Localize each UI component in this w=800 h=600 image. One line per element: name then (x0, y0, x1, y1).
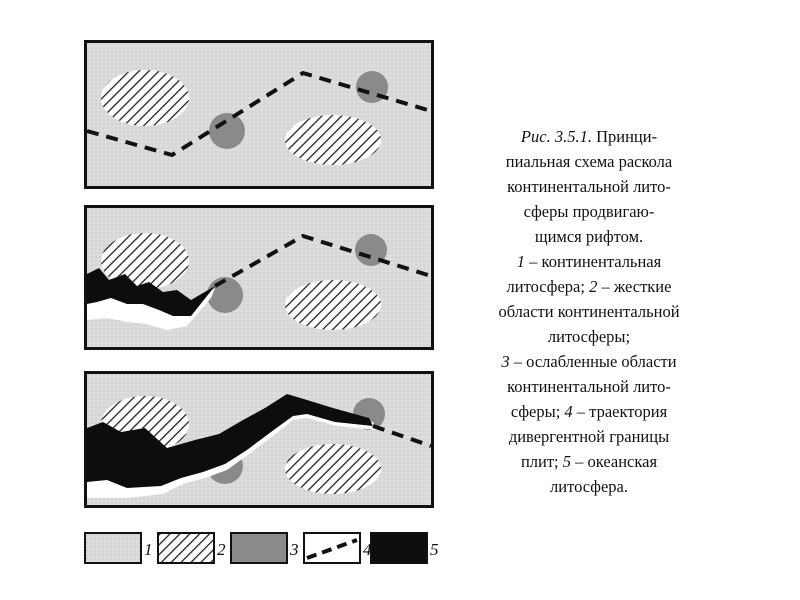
legend-number: 3 (290, 540, 299, 559)
legend-number: 2 (217, 540, 226, 559)
caption-line: плит; (520, 452, 563, 471)
caption-line: пиальная схема раскола (505, 152, 673, 171)
caption-line: литосферы; (547, 327, 631, 346)
legend (84, 532, 444, 568)
boundary-swatch (303, 532, 361, 564)
caption-number: 5 (562, 452, 572, 471)
continental-swatch (84, 532, 142, 564)
caption-line: континентальной лито- (507, 177, 671, 196)
caption-number: 2 (589, 277, 598, 296)
caption-line: сферы; (510, 402, 565, 421)
stage-3-panel (84, 371, 434, 508)
caption-line: Принци- (591, 127, 658, 146)
caption-line: – ослабленные области (509, 352, 677, 371)
caption-line: щимся рифтом. (534, 227, 644, 246)
rigid-swatch (157, 532, 215, 564)
caption-line: области континентальной (498, 302, 680, 321)
caption-line: дивергентной границы (508, 427, 670, 446)
caption-number: 1 (516, 252, 526, 271)
stage-2-panel (84, 205, 434, 350)
rigid-area (101, 70, 189, 126)
caption-line: – океанская (571, 452, 658, 471)
legend-number: 4 (363, 540, 372, 559)
caption-line: литосфера. (550, 477, 628, 496)
rigid-area (285, 115, 381, 165)
caption-number: 4 (564, 402, 573, 421)
legend-number: 1 (144, 540, 153, 559)
ocean-swatch (370, 532, 428, 564)
caption-line: континентальной лито- (507, 377, 671, 396)
stage-1-panel (84, 40, 434, 189)
caption-line: – континентальная (525, 252, 662, 271)
figure-caption (462, 124, 716, 499)
figure-label: Рис. 3.5.1. (520, 127, 592, 146)
caption-line: – жесткие (597, 277, 672, 296)
caption-line: – траектория (572, 402, 668, 421)
rigid-area (285, 280, 381, 330)
legend-number: 5 (430, 540, 439, 559)
caption-line: литосфера; (506, 277, 590, 296)
weakened-area (209, 113, 245, 149)
caption-number: 3 (501, 352, 510, 371)
rigid-area (285, 444, 381, 494)
caption-line: сферы продвигаю- (523, 202, 655, 221)
weak-swatch (230, 532, 288, 564)
